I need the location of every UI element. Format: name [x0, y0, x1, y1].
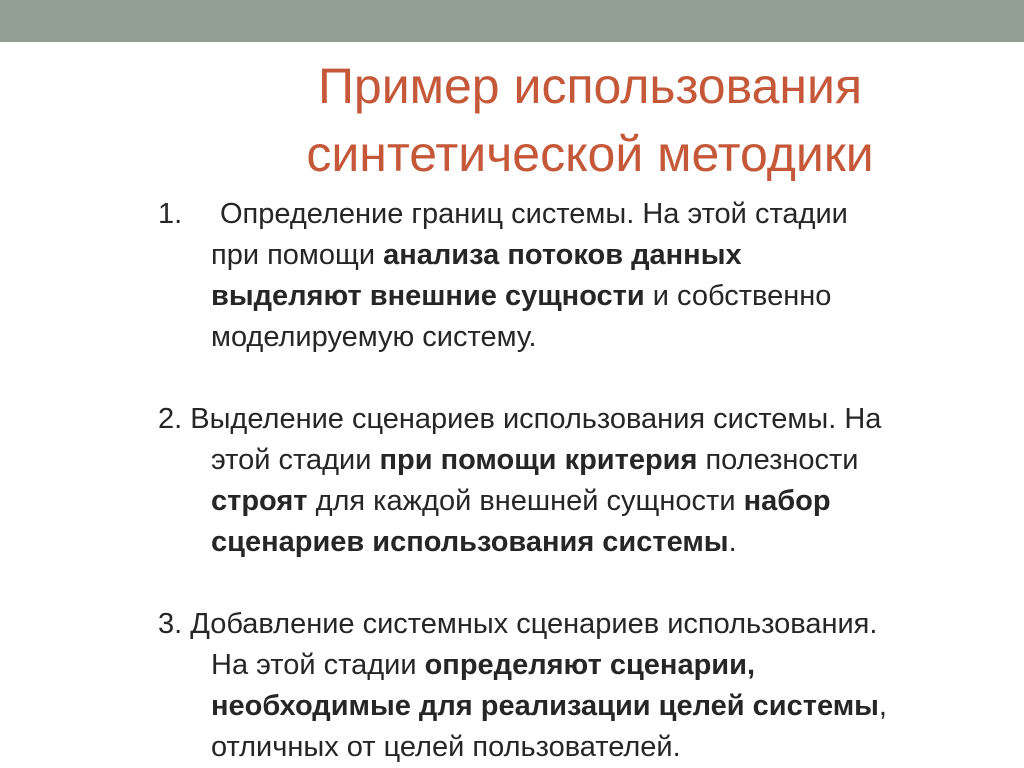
item-3-line-2 [158, 645, 1018, 686]
item-1-text-3a: выделяют внешние сущности [211, 280, 645, 312]
item-3-text-3a: необходимые для реализации целей системы [211, 690, 879, 722]
item-2-text-2c: полезности [697, 444, 859, 476]
item-2-text-3a: строят [211, 485, 308, 517]
item-2-number: 2. [158, 403, 183, 435]
item-2-text-1: Выделение сценариев использования системы. На [182, 403, 882, 435]
slide-title [150, 52, 1024, 188]
item-1-line-4 [158, 317, 1018, 358]
item-2-line-4 [158, 522, 1018, 563]
item-1-text-4: моделируемую систему. [211, 321, 537, 353]
item-2-text-3c: набор [743, 485, 831, 517]
item-2-line-1 [158, 399, 1018, 440]
item-2-text-3b: для каждой внешней сущности [307, 485, 744, 517]
item-3-text-2a: На этой стадии [211, 649, 425, 681]
item-2-text-2a: этой стадии [211, 444, 380, 476]
item-1-text-1: Определение границ системы. На этой стадии [220, 198, 848, 230]
content-list [158, 194, 1018, 768]
item-1-line-3 [158, 276, 1018, 317]
list-item-2 [158, 399, 1018, 563]
item-1-line-1 [158, 194, 1018, 235]
item-3-number: 3. [158, 608, 183, 640]
item-3-line-1 [158, 604, 1018, 645]
slide-title-line-1: Пример использования [317, 58, 863, 114]
item-1-line-2 [158, 235, 1018, 276]
list-item-1 [158, 194, 1018, 358]
item-3-line-4 [158, 727, 1018, 768]
item-1-text-2a: при помощи [211, 239, 384, 271]
item-2-text-2b: при помощи критерия [379, 444, 698, 476]
top-accent-bar [0, 0, 1024, 42]
item-1-number: 1. [158, 198, 183, 230]
item-3-text-4: отличных от целей пользователей. [211, 731, 681, 763]
item-2-line-2 [158, 440, 1018, 481]
item-1-text-3b: и собственно [644, 280, 832, 312]
item-2-text-4b: . [728, 526, 737, 558]
item-3-text-2b: определяют сценарии, [424, 649, 756, 681]
list-item-3 [158, 604, 1018, 768]
item-3-line-3 [158, 686, 1018, 727]
item-2-text-4a: сценариев использования системы [211, 526, 729, 558]
item-1-text-2b: анализа потоков данных [383, 239, 742, 271]
item-3-text-3b: , [878, 690, 887, 722]
item-2-line-3 [158, 481, 1018, 522]
slide-title-line-2: синтетической методики [306, 126, 874, 182]
item-3-text-1: Добавление системных сценариев использования. [182, 608, 878, 640]
